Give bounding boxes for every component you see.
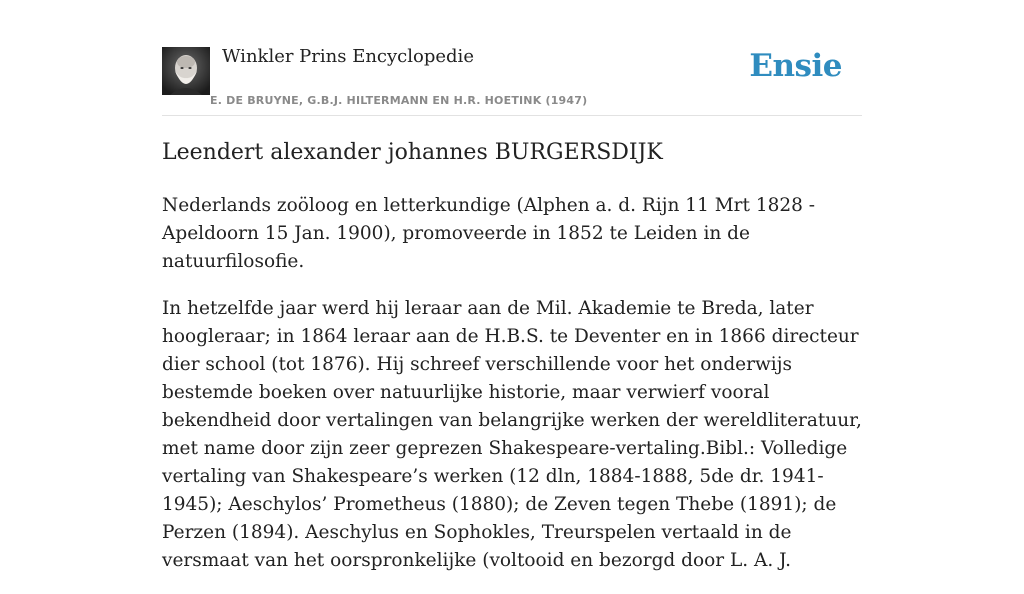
avatar[interactable] [162,47,210,95]
article-body [162,192,862,594]
brand-logo[interactable]: Ensie [749,48,842,84]
publication-authors: E. DE BRUYNE, G.B.J. HILTERMANN EN H.R. HOETINK (1947) [210,94,588,107]
article-title: Leendert alexander johannes BURGERSDIJK [162,140,663,165]
article-paragraph: In hetzelfde jaar werd hij leraar aan de Mil. Akademie te Breda, later hoogleraar; in 1864 leraar aan de H.B.S. te Deventer en in 1866 directeur dier school (tot 1876). Hij schreef verschillende voor het onderwijs bestemde boeken over natuurlijke historie, maar verwierf vooral bekendheid door vertalingen van belangrijke werken der wereldliteratuur, met name door zijn zeer geprezen Shakespeare-vertaling.Bibl.: Volledige vertaling van Shakespeare’s werken (12 dln, 1884-1888, 5de dr. 1941-1945); Aeschylos’ Prometheus (1880); de Zeven tegen Thebe (1891); de Perzen (1894). Aeschylus en Sophokles, Treurspelen vertaald in de versmaat van het oorspronkelijke (voltooid en bezorgd door L. A. J. [162,298,862,571]
article-paragraph: Nederlands zoöloog en letterkundige (Alphen a. d. Rijn 11 Mrt 1828 -Apeldoorn 15 Jan. 1900), promoveerde in 1852 te Leiden in de natuurfilosofie. [162,195,816,272]
publication-title[interactable]: Winkler Prins Encyclopedie [222,46,474,67]
header [162,44,862,116]
header-divider [162,115,862,116]
author-portrait-icon [162,47,210,95]
